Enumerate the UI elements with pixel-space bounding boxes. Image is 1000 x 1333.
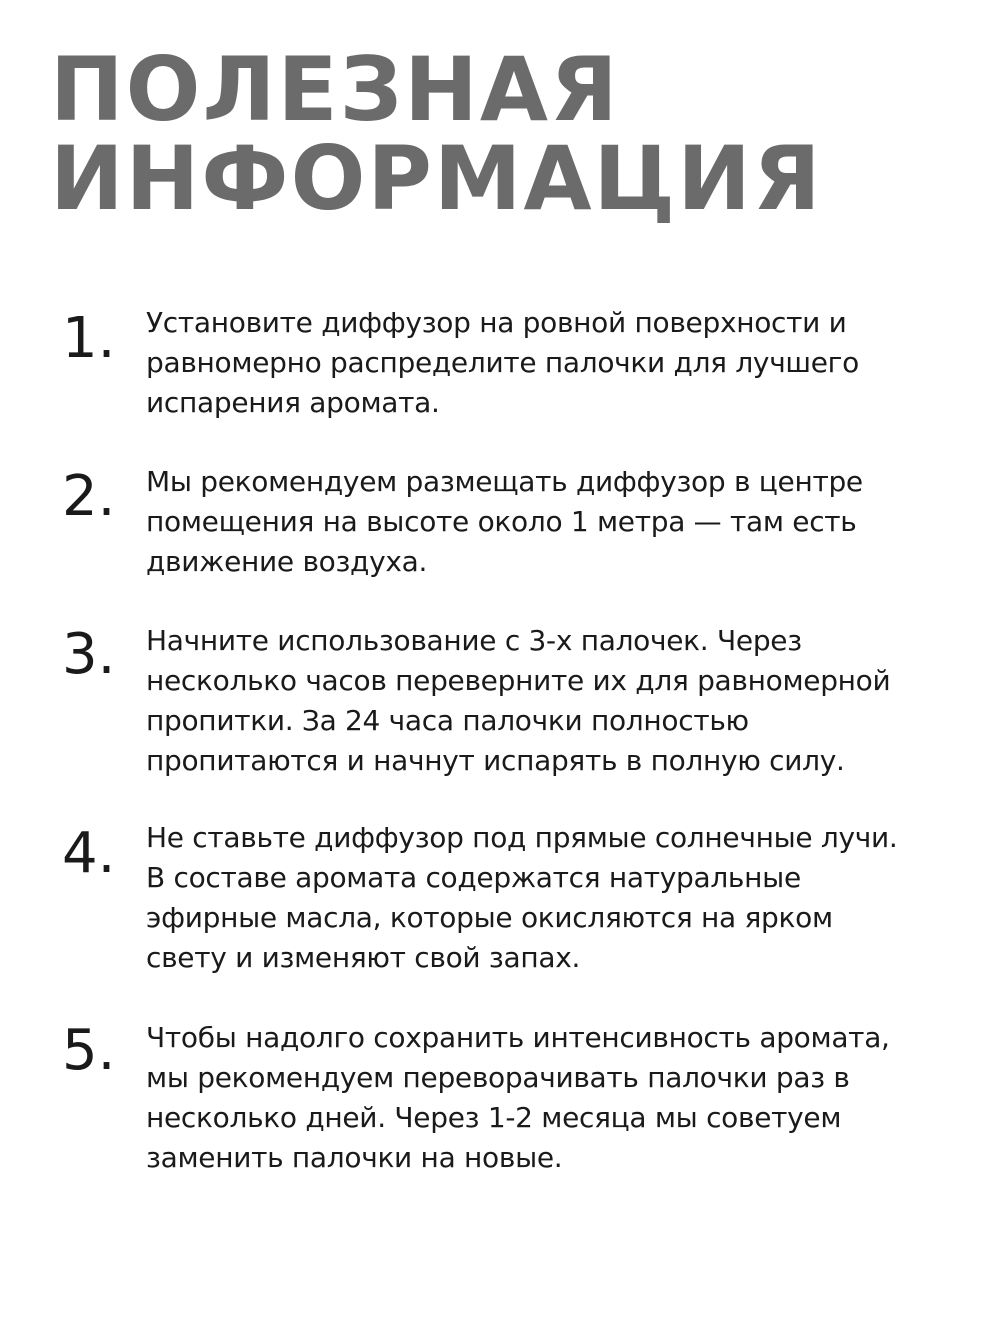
instruction-line: пропитки. За 24 часа палочки полностью: [146, 704, 749, 737]
instruction-text: [146, 462, 966, 582]
instruction-line: несколько часов переверните их для равномерной: [146, 664, 891, 697]
instruction-line: движение воздуха.: [146, 545, 428, 578]
instruction-line: пропитаются и начнут испарять в полную силу.: [146, 744, 845, 777]
instruction-text: [146, 303, 966, 423]
instruction-line: В составе аромата содержатся натуральные: [146, 861, 801, 894]
page-title: [50, 38, 823, 230]
instruction-line: эфирные масла, которые окисляются на ярком: [146, 901, 833, 934]
instruction-line: Мы рекомендуем размещать диффузор в центре: [146, 465, 863, 498]
instruction-line: испарения аромата.: [146, 386, 440, 419]
instruction-line: свету и изменяют свой запах.: [146, 941, 581, 974]
instruction-number: 2.: [62, 464, 116, 529]
instruction-number: 4.: [62, 821, 116, 886]
page-title-line-2: ИНФОРМАЦИЯ: [50, 127, 823, 230]
instruction-line: помещения на высоте около 1 метра — там есть: [146, 505, 857, 538]
instruction-number: 5.: [62, 1018, 116, 1083]
instruction-line: несколько дней. Через 1-2 месяца мы советуем: [146, 1101, 842, 1134]
instruction-number: 3.: [62, 622, 116, 687]
instruction-line: мы рекомендуем переворачивать палочки раз в: [146, 1061, 850, 1094]
instruction-text: [146, 818, 966, 978]
instruction-line: равномерно распределите палочки для лучшего: [146, 346, 859, 379]
instruction-text: [146, 1018, 966, 1178]
instruction-line: Чтобы надолго сохранить интенсивность аромата,: [146, 1021, 890, 1054]
instruction-number: 1.: [62, 306, 116, 371]
instruction-text: [146, 621, 966, 781]
instruction-line: заменить палочки на новые.: [146, 1141, 563, 1174]
page-title-line-1: ПОЛЕЗНАЯ: [50, 38, 620, 141]
instruction-line: Не ставьте диффузор под прямые солнечные лучи.: [146, 821, 898, 854]
instruction-line: Установите диффузор на ровной поверхности и: [146, 306, 847, 339]
instruction-line: Начните использование с 3-х палочек. Через: [146, 624, 802, 657]
